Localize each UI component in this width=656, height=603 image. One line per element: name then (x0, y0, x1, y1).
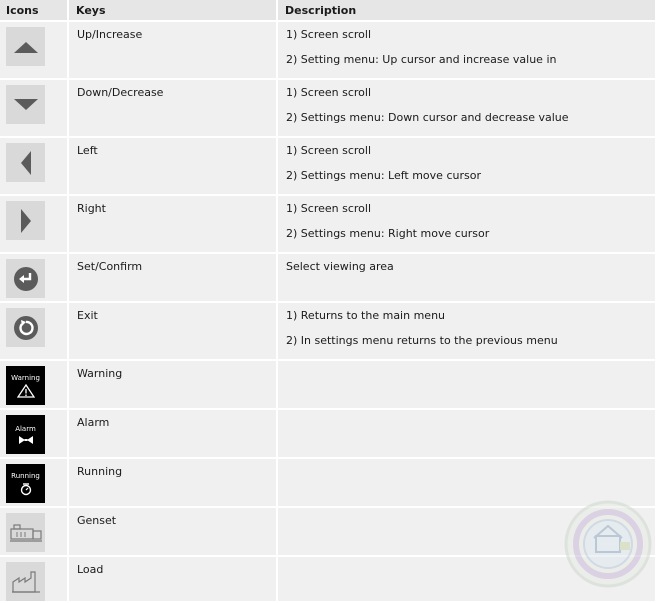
confirm-return-icon (6, 259, 45, 298)
left-arrow-icon (6, 143, 45, 182)
running-icon (6, 464, 45, 503)
description-line: 1) Screen scroll (286, 144, 372, 157)
header-icons: Icons (0, 0, 68, 21)
key-label: Alarm (68, 409, 277, 458)
description-line: 1) Screen scroll (286, 86, 372, 99)
description-line: 2) Settings menu: Down cursor and decrease value (286, 111, 569, 124)
key-label: Exit (68, 302, 277, 360)
header-keys: Keys (68, 0, 277, 21)
exit-rotate-icon (6, 308, 45, 347)
key-label: Running (68, 458, 277, 507)
key-label: Right (68, 195, 277, 253)
up-arrow-icon (6, 27, 45, 66)
table-row (0, 302, 656, 360)
table-row (0, 458, 656, 507)
key-label: Load (68, 556, 277, 602)
table-row (0, 409, 656, 458)
table-row (0, 360, 656, 409)
table-header-row (0, 0, 656, 21)
description-line: 2) Settings menu: Right move cursor (286, 227, 490, 240)
table-row (0, 253, 656, 302)
table-row (0, 79, 656, 137)
icon-caption: Warning (11, 373, 40, 382)
key-label: Warning (68, 360, 277, 409)
description-line: Select viewing area (286, 260, 394, 273)
description-line: 2) Setting menu: Up cursor and increase value in (286, 53, 557, 66)
icon-caption: Alarm (15, 424, 36, 433)
table-row (0, 21, 656, 79)
warning-icon (6, 366, 45, 405)
table-row (0, 137, 656, 195)
table-row (0, 556, 656, 602)
watermark-logo (564, 500, 652, 588)
genset-icon (6, 513, 45, 552)
description-line: 2) Settings menu: Left move cursor (286, 169, 481, 182)
load-factory-icon (6, 562, 45, 601)
key-label: Down/Decrease (68, 79, 277, 137)
key-label: Set/Confirm (68, 253, 277, 302)
down-arrow-icon (6, 85, 45, 124)
description-line: 1) Returns to the main menu (286, 309, 446, 322)
description-line: 1) Screen scroll (286, 28, 372, 41)
right-arrow-icon (6, 201, 45, 240)
icon-caption: Running (11, 471, 40, 480)
key-label: Up/Increase (68, 21, 277, 79)
header-description: Description (277, 0, 656, 21)
key-label: Left (68, 137, 277, 195)
alarm-icon (6, 415, 45, 454)
description-line: 1) Screen scroll (286, 202, 372, 215)
key-label: Genset (68, 507, 277, 556)
description-line: 2) In settings menu returns to the previous menu (286, 334, 558, 347)
table-row (0, 195, 656, 253)
table-row (0, 507, 656, 556)
